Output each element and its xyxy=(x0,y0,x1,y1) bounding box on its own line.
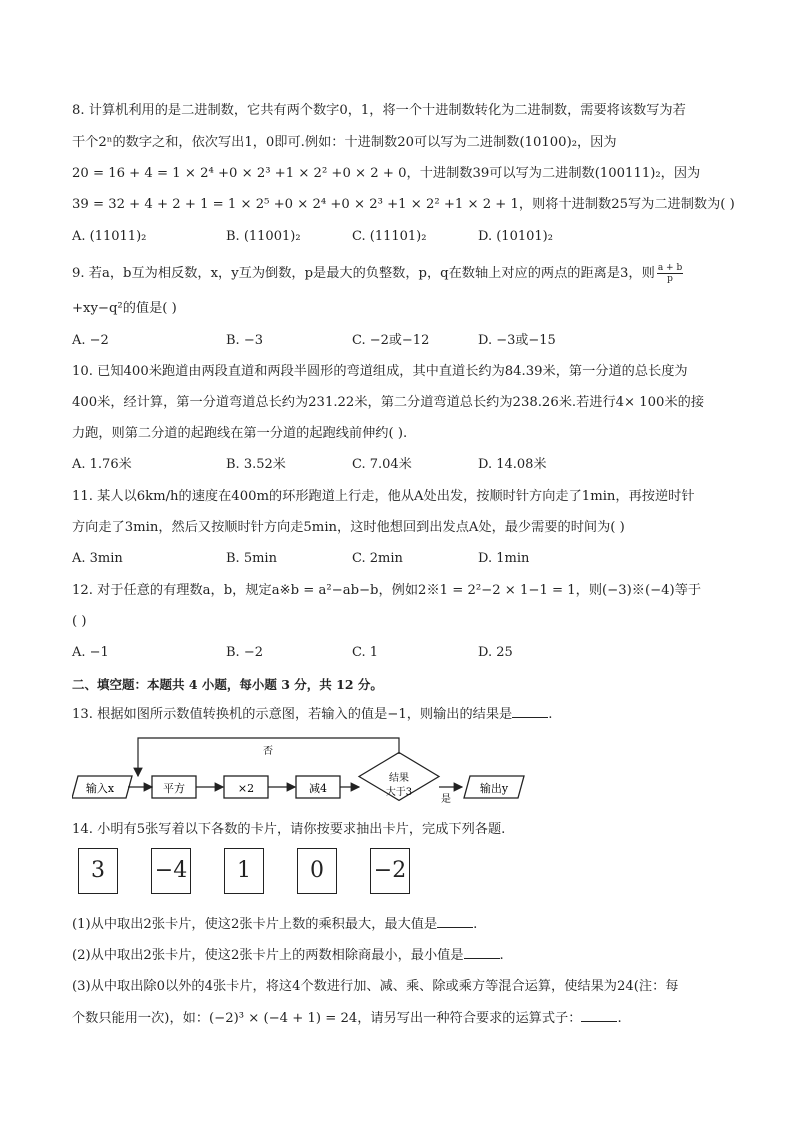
q9-option-c: C. −2或−12 xyxy=(352,333,430,348)
q10-option-c: C. 7.04米 xyxy=(352,457,412,472)
card-5: −2 xyxy=(370,848,410,894)
q12-option-a: A. −1 xyxy=(72,645,109,660)
q8-options xyxy=(72,227,722,247)
q14-sub3-blank xyxy=(581,1009,617,1022)
q10-line-3: 力跑，则第二分道的起跑线在第一分道的起跑线前伸约( ). xyxy=(72,426,408,441)
q12-options xyxy=(72,643,722,663)
q14-sub3-line2 xyxy=(72,1009,622,1029)
flow-decision-line2: 大于3 xyxy=(385,787,413,798)
q9-frac-numerator: a + b xyxy=(657,263,683,273)
q12-line-2: ( ) xyxy=(72,614,87,629)
q12-option-c: C. 1 xyxy=(352,645,379,660)
q13-end: . xyxy=(548,707,553,722)
q11-option-c: C. 2min xyxy=(352,551,403,566)
q9-line-1 xyxy=(72,263,683,284)
q14-sub1-text: (1)从中取出2张卡片，使这2张卡片上数的乘积最大，最大值是 xyxy=(72,917,438,932)
q14-sub2-end: . xyxy=(499,948,504,963)
q9-fraction xyxy=(657,263,683,284)
q14-sub2-blank xyxy=(464,946,500,959)
section-2-heading: 二、填空题：本题共 4 小题，每小题 3 分，共 12 分。 xyxy=(72,677,383,692)
q14-sub3-line1: (3)从中取出除0以外的4张卡片，将这4个数进行加、减、乘、除或乘方等混合运算，使结果为24(注：每 xyxy=(72,979,679,994)
q8-option-b: B. (11001)₂ xyxy=(226,229,301,244)
q14-line-1: 14. 小明有5张写着以下各数的卡片，请你按要求抽出卡片，完成下列各题. xyxy=(72,822,506,837)
card-2: −4 xyxy=(151,848,191,894)
q8-option-d: D. (10101)₂ xyxy=(478,229,553,244)
q14-sub2-text: (2)从中取出2张卡片，使这2张卡片上的两数相除商最小，最小值是 xyxy=(72,948,464,963)
q10-option-a: A. 1.76米 xyxy=(72,457,132,472)
q13-answer-blank xyxy=(512,705,548,718)
q11-line-2: 方向走了3min，然后又按顺时针方向走5min，这时他想回到出发点A处，最少需要的时间为( ) xyxy=(72,520,625,535)
q9-line-2: +xy−q²的值是( ) xyxy=(72,301,177,316)
q14-sub1-blank xyxy=(437,915,473,928)
q8-line-4: 39 = 32 + 4 + 2 + 1 = 1 × 2⁵ +0 × 2⁴ +0 × 2³ +1 × 2² +1 × 2 + 1，则将十进制数25写为二进制数为( ) xyxy=(72,197,735,212)
card-1: 3 xyxy=(78,848,118,894)
flow-loop-arrow xyxy=(138,738,399,776)
q14-sub1 xyxy=(72,915,477,935)
q8-line-3: 20 = 16 + 4 = 1 × 2⁴ +0 × 2³ +1 × 2² +0 × 2 + 0，十进制数39可以写为二进制数(100111)₂，因为 xyxy=(72,166,701,181)
q13-text: 13. 根据如图所示数值转换机的示意图，若输入的值是−1，则输出的结果是 xyxy=(72,707,513,722)
q8-option-a: A. (11011)₂ xyxy=(72,229,147,244)
q9-option-d: D. −3或−15 xyxy=(478,333,556,348)
q10-options xyxy=(72,455,722,475)
q9-text: 9. 若a，b互为相反数，x，y互为倒数，p是最大的负整数，p，q在数轴上对应的两点的距离是3，则 xyxy=(72,266,655,281)
q8-line-2: 干个2ⁿ的数字之和，依次写出1，0即可.例如：十进制数20可以写为二进制数(10100)₂，因为 xyxy=(72,135,617,150)
q9-options xyxy=(72,331,722,351)
q14-sub2 xyxy=(72,946,504,966)
q9-option-b: B. −3 xyxy=(226,333,263,348)
q14-sub3-end: . xyxy=(617,1011,622,1026)
flow-minus4-label: 减4 xyxy=(309,782,327,795)
flow-input-label: 输入x xyxy=(85,782,115,795)
q10-option-d: D. 14.08米 xyxy=(478,457,547,472)
q14-sub3-text: 个数只能用一次)，如：(−2)³ × (−4 + 1) = 24，请另写出一种符合要求的运算式子： xyxy=(72,1011,582,1026)
flow-output-label: 输出y xyxy=(479,782,509,795)
flow-no-label: 否 xyxy=(263,746,273,757)
q11-option-d: D. 1min xyxy=(478,551,530,566)
q10-option-b: B. 3.52米 xyxy=(226,457,286,472)
card-3: 1 xyxy=(224,848,264,894)
q12-option-d: D. 25 xyxy=(478,645,513,660)
flow-times2-label: ×2 xyxy=(237,782,255,795)
q8-line-1: 8. 计算机利用的是二进制数，它共有两个数字0，1，将一个十进制数转化为二进制数，需要将该数写为若 xyxy=(72,103,686,118)
q12-line-1: 12. 对于任意的有理数a，b，规定a※b = a²−ab−b，例如2※1 = 2²−2 × 1−1 = 1，则(−3)※(−4)等于 xyxy=(72,583,702,598)
q11-options xyxy=(72,549,722,569)
flow-yes-label: 是 xyxy=(441,794,451,805)
q13-line-1 xyxy=(72,705,552,725)
q11-line-1: 11. 某人以6km/h的速度在400m的环形跑道上行走，他从A处出发，按顺时针方向走了1min，再按逆时针 xyxy=(72,489,695,504)
q13-flowchart xyxy=(72,730,532,806)
flow-decision-line1: 结果 xyxy=(389,773,409,784)
q10-line-2: 400米，经计算，第一分道弯道总长约为231.22米，第二分道弯道总长约为238.26米.若进行4× 100米的接 xyxy=(72,395,705,410)
flow-square-label: 平方 xyxy=(163,782,185,795)
q14-sub1-end: . xyxy=(473,917,478,932)
q11-option-a: A. 3min xyxy=(72,551,123,566)
q11-option-b: B. 5min xyxy=(226,551,277,566)
q8-option-c: C. (11101)₂ xyxy=(352,229,427,244)
q12-option-b: B. −2 xyxy=(226,645,263,660)
q10-line-1: 10. 已知400米跑道由两段直道和两段半圆形的弯道组成，其中直道长约为84.39米，第一分道的总长度为 xyxy=(72,364,688,379)
card-4: 0 xyxy=(297,848,337,894)
q9-option-a: A. −2 xyxy=(72,333,109,348)
q9-frac-denominator: p xyxy=(667,274,673,284)
